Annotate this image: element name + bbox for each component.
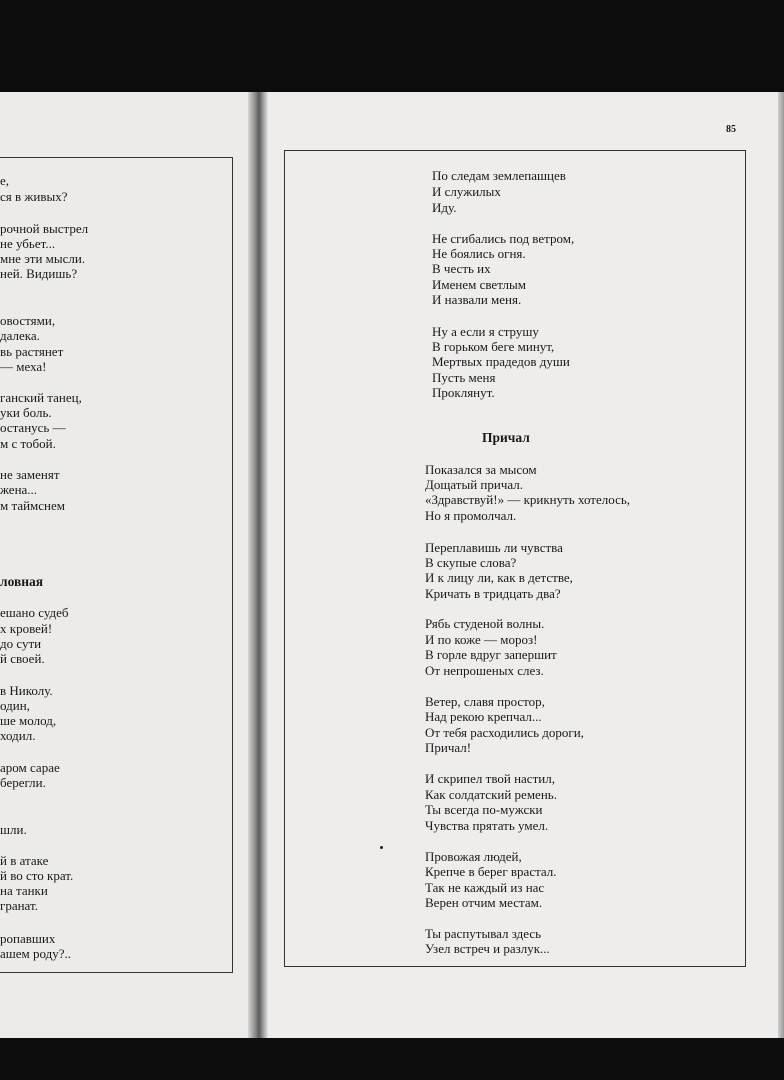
poem-title: Причал	[482, 430, 530, 445]
left-line: м таймснем	[0, 498, 65, 513]
poem-line: Провожая людей,	[425, 849, 522, 864]
left-line: ганский танец,	[0, 390, 82, 405]
poem-line: Ну а если я струшу	[432, 324, 539, 339]
left-line: ше молод,	[0, 713, 57, 728]
poem-line: Проклянут.	[432, 385, 495, 400]
left-line: останусь —	[0, 420, 66, 435]
left-line: мне эти мысли.	[0, 251, 86, 266]
left-line: ся в живых?	[0, 189, 68, 204]
poem-line: В горле вдруг запершит	[425, 647, 557, 662]
left-line: шли.	[0, 822, 27, 837]
poem-line: И скрипел твой настил,	[425, 771, 555, 786]
left-line: на танки	[0, 883, 48, 898]
poem-line: Чувства прятать умел.	[425, 818, 549, 833]
left-line: берегли.	[0, 775, 46, 790]
poem-line: Над рекою крепчал...	[425, 709, 542, 724]
left-line: один,	[0, 698, 30, 713]
left-line: жена...	[0, 482, 38, 497]
poem-line: Переплавишь ли чувства	[425, 540, 563, 555]
left-line: й во сто крат.	[0, 868, 74, 883]
left-line: ропавших	[0, 931, 56, 946]
poem-line: От непрошеных слез.	[425, 663, 544, 678]
left-line: не заменят	[0, 467, 60, 482]
poem-line: Ветер, славя простор,	[425, 694, 545, 709]
poem-line: Рябь студеной волны.	[425, 616, 545, 631]
poem-line: В честь их	[432, 261, 491, 276]
left-line: вь растянет	[0, 344, 64, 359]
left-line: м с тобой.	[0, 436, 56, 451]
poem-line: Узел встреч и разлук...	[425, 941, 550, 956]
poem-line: Дощатый причал.	[425, 477, 524, 492]
poem-line: По следам землепашцев	[432, 168, 566, 183]
left-line: х кровей!	[0, 621, 53, 636]
left-line: — меха!	[0, 359, 47, 374]
poem-line: Мертвых прадедов души	[432, 354, 570, 369]
left-line: гранат.	[0, 898, 38, 913]
scan-bottom-border	[0, 1038, 784, 1080]
left-line: й своей.	[0, 651, 45, 666]
left-line: не убьет...	[0, 236, 56, 251]
left-poem-title: ловная	[0, 574, 44, 589]
poem-line: Как солдатский ремень.	[425, 787, 557, 802]
left-line: овостями,	[0, 313, 56, 328]
poem-line: В горьком беге минут,	[432, 339, 555, 354]
left-line: ходил.	[0, 728, 36, 743]
left-line: далека.	[0, 328, 40, 343]
poem-line: Верен отчим местам.	[425, 895, 543, 910]
poem-line: И по коже — мороз!	[425, 632, 538, 647]
left-line: в Николу.	[0, 683, 53, 698]
poem-line: От тебя расходились дороги,	[425, 725, 584, 740]
left-line: е,	[0, 173, 10, 188]
poem-line: «Здравствуй!» — крикнуть хотелось,	[425, 492, 631, 507]
poem-line: Ты распутывал здесь	[425, 926, 542, 941]
poem-line: Так не каждый из нас	[425, 880, 545, 895]
poem-line: Кричать в тридцать два?	[425, 586, 561, 601]
left-line: ашем роду?..	[0, 946, 72, 961]
poem-line: Показался за мысом	[425, 462, 537, 477]
book-spine	[248, 92, 268, 1038]
left-line: ешано судеб	[0, 605, 69, 620]
poem-line: Но я промолчал.	[425, 508, 517, 523]
poem-line: Именем светлым	[432, 277, 526, 292]
poem-line: Ты всегда по-мужски	[425, 802, 543, 817]
left-line: аром сарае	[0, 760, 60, 775]
poem-line: В скупые слова?	[425, 555, 517, 570]
left-line: уки боль.	[0, 405, 52, 420]
poem-line: Не сгибались под ветром,	[432, 231, 575, 246]
poem-line: Причал!	[425, 740, 472, 755]
page-edge	[778, 92, 784, 1038]
left-line: до сути	[0, 636, 42, 651]
poem-line: Крепче в берег врастал.	[425, 864, 557, 879]
poem-line: Иду.	[432, 200, 457, 215]
left-line: рочной выстрел	[0, 221, 89, 236]
poem-line: Не боялись огня.	[432, 246, 526, 261]
poem-line: И к лицу ли, как в детстве,	[425, 570, 573, 585]
poem-line: И назвали меня.	[432, 292, 522, 307]
left-line: й в атаке	[0, 853, 49, 868]
scan-top-border	[0, 0, 784, 92]
ink-speck	[380, 846, 383, 849]
poem-line: И служилых	[432, 184, 501, 199]
left-line: ней. Видишь?	[0, 266, 78, 281]
poem-line: Пусть меня	[432, 370, 496, 385]
page-number: 85	[726, 124, 736, 135]
